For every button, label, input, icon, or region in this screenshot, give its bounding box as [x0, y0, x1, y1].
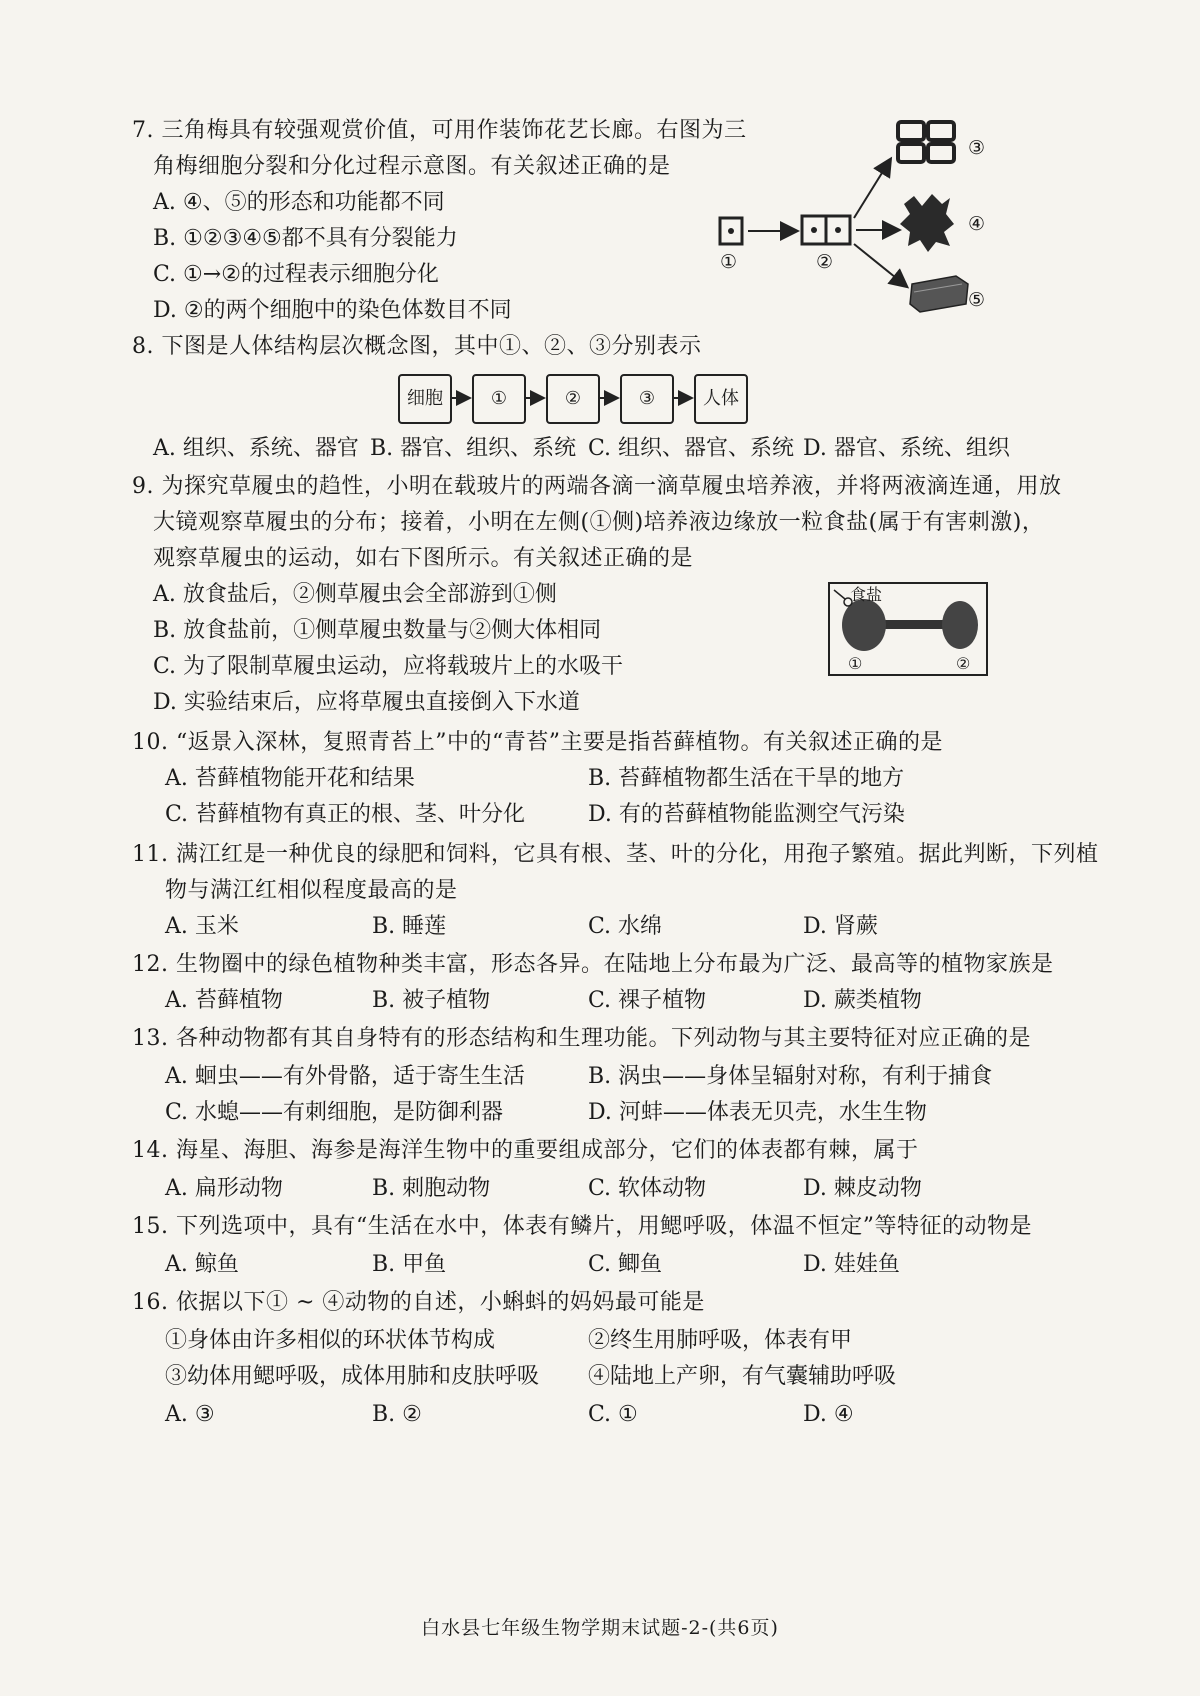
q12-option-b: B. 被子植物: [372, 988, 491, 1013]
q16-option-c: C. ①: [588, 1402, 638, 1427]
q7-option-b: B. ①②③④⑤都不具有分裂能力: [153, 226, 458, 251]
slide-left-label: ①: [848, 654, 863, 673]
q12-option-a: A. 苔藓植物: [165, 988, 283, 1013]
q7-stem-line1: 7. 三角梅具有较强观赏价值，可用作装饰花艺长廊。右图为三: [132, 118, 747, 143]
q11-option-c: C. 水绵: [588, 914, 663, 939]
q10-option-b: B. 苔藓植物都生活在干旱的地方: [588, 766, 905, 791]
q15-option-c: C. 鲫鱼: [588, 1252, 663, 1277]
q13-stem: 13. 各种动物都有其自身特有的形态结构和生理功能。下列动物与其主要特征对应正确的是: [132, 1026, 1031, 1051]
diagram-label-2: ②: [816, 251, 834, 273]
cell-division-diagram: [700, 108, 1000, 328]
q9-option-c: C. 为了限制草履虫运动，应将载玻片上的水吸干: [153, 654, 624, 679]
q9-stem-line1: 9. 为探究草履虫的趋性，小明在载玻片的两端各滴一滴草履虫培养液，并将两液滴连通，用放: [132, 474, 1062, 499]
q8-option-c: C. 组织、器官、系统: [588, 436, 795, 461]
q7-option-c: C. ①→②的过程表示细胞分化: [153, 262, 439, 287]
q16-option-a: A. ③: [165, 1402, 215, 1427]
q14-stem: 14. 海星、海胆、海参是海洋生物中的重要组成部分，它们的体表都有棘，属于: [132, 1138, 919, 1163]
q7-option-a: A. ④、⑤的形态和功能都不同: [153, 190, 445, 215]
q16-option-b: B. ②: [372, 1402, 422, 1427]
diagram-label-3: ③: [968, 137, 986, 159]
q8-option-b: B. 器官、组织、系统: [370, 436, 577, 461]
flow-arrows: [450, 388, 750, 408]
flow-box-3: ③: [620, 374, 674, 424]
q9-option-a: A. 放食盐后，②侧草履虫会全部游到①侧: [153, 582, 557, 607]
flow-box-2: ②: [546, 374, 600, 424]
q12-option-d: D. 蕨类植物: [803, 988, 922, 1013]
q16-option-d: D. ④: [803, 1402, 854, 1427]
q11-option-a: A. 玉米: [165, 914, 239, 939]
flow-box-cell: 细胞: [398, 374, 452, 424]
q16-statement-4: ④陆地上产卵，有气囊辅助呼吸: [588, 1364, 897, 1389]
q11-stem-line2: 物与满江红相似程度最高的是: [165, 878, 458, 903]
q9-stem-line2: 大镜观察草履虫的分布；接着，小明在左侧(①侧)培养液边缘放一粒食盐(属于有害刺激)，: [153, 510, 1045, 535]
q15-option-a: A. 鲸鱼: [165, 1252, 239, 1277]
diagram-label-4: ④: [968, 213, 986, 235]
q12-option-c: C. 裸子植物: [588, 988, 707, 1013]
page-footer: 白水县七年级生物学期末试题-2-(共6页): [421, 1617, 779, 1639]
flow-box-body: 人体: [694, 374, 748, 424]
q15-option-d: D. 娃娃鱼: [803, 1252, 900, 1277]
q16-stem: 16. 依据以下① ~ ④动物的自述，小蝌蚪的妈妈最可能是: [132, 1290, 705, 1315]
diagram-label-1: ①: [720, 251, 738, 273]
q13-option-d: D. 河蚌——体表无贝壳，水生生物: [588, 1100, 927, 1125]
q13-option-b: B. 涡虫——身体呈辐射对称，有利于捕食: [588, 1064, 993, 1089]
q10-option-c: C. 苔藓植物有真正的根、茎、叶分化: [165, 802, 526, 827]
q16-statement-3: ③幼体用鳃呼吸，成体用肺和皮肤呼吸: [165, 1364, 540, 1389]
salt-label: 食盐: [850, 585, 883, 604]
q10-option-d: D. 有的苔藓植物能监测空气污染: [588, 802, 905, 827]
q15-stem: 15. 下列选项中，具有“生活在水中，体表有鳞片，用鳃呼吸，体温不恒定”等特征的动物是: [132, 1214, 1032, 1239]
q11-stem-line1: 11. 满江红是一种优良的绿肥和饲料，它具有根、茎、叶的分化，用孢子繁殖。据此判断，下列植: [132, 842, 1099, 867]
paramecium-slide-diagram: [828, 582, 988, 676]
q14-option-d: D. 棘皮动物: [803, 1176, 922, 1201]
flow-box-1: ①: [472, 374, 526, 424]
q11-option-d: D. 肾蕨: [803, 914, 878, 939]
diagram-label-5: ⑤: [968, 289, 986, 311]
q7-option-d: D. ②的两个细胞中的染色体数目不同: [153, 298, 512, 323]
q14-option-a: A. 扁形动物: [165, 1176, 283, 1201]
q14-option-c: C. 软体动物: [588, 1176, 707, 1201]
q8-option-a: A. 组织、系统、器官: [153, 436, 359, 461]
q16-statement-2: ②终生用肺呼吸，体表有甲: [588, 1328, 853, 1353]
slide-right-label: ②: [956, 654, 971, 673]
q15-option-b: B. 甲鱼: [372, 1252, 447, 1277]
q16-statement-1: ①身体由许多相似的环状体节构成: [165, 1328, 496, 1353]
q11-option-b: B. 睡莲: [372, 914, 447, 939]
q8-option-d: D. 器官、系统、组织: [803, 436, 1010, 461]
q12-stem: 12. 生物圈中的绿色植物种类丰富，形态各异。在陆地上分布最为广泛、最高等的植物家族是: [132, 952, 1054, 977]
q9-option-d: D. 实验结束后，应将草履虫直接倒入下水道: [153, 690, 580, 715]
q9-stem-line3: 观察草履虫的运动，如右下图所示。有关叙述正确的是: [153, 546, 694, 571]
q13-option-c: C. 水螅——有刺细胞，是防御利器: [165, 1100, 504, 1125]
q9-option-b: B. 放食盐前，①侧草履虫数量与②侧大体相同: [153, 618, 602, 643]
q7-stem-line2: 角梅细胞分裂和分化过程示意图。有关叙述正确的是: [153, 154, 671, 179]
q13-option-a: A. 蛔虫——有外骨骼，适于寄生生活: [165, 1064, 525, 1089]
q10-option-a: A. 苔藓植物能开花和结果: [165, 766, 415, 791]
q10-stem: 10. “返景入深林，复照青苔上”中的“青苔”主要是指苔藓植物。有关叙述正确的是: [132, 730, 943, 755]
q14-option-b: B. 刺胞动物: [372, 1176, 491, 1201]
q8-stem: 8. 下图是人体结构层次概念图，其中①、②、③分别表示: [132, 334, 702, 359]
